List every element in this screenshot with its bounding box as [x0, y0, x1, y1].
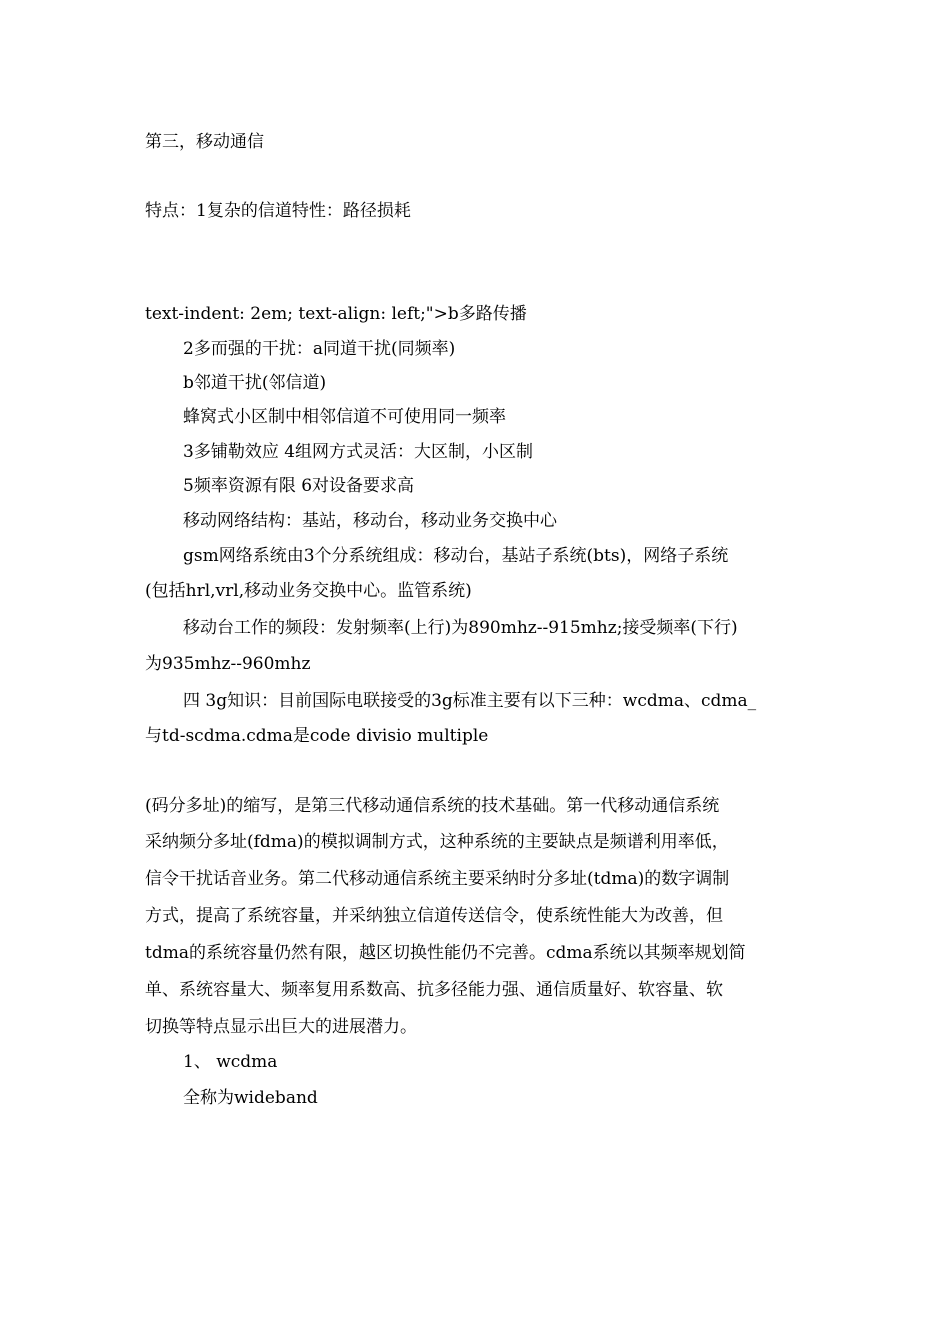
text-line: 移动台工作的频段：发射频率(上行)为890mhz--915mhz;接受频率(下行) — [183, 618, 738, 638]
text-line: 移动网络结构：基站，移动台，移动业务交换中心 — [183, 511, 557, 531]
text-line: 四 3g知识：目前国际电联接受的3g标准主要有以下三种：wcdma、cdma_ — [183, 691, 757, 711]
text-line: 单、系统容量大、频率复用系数高、抗多径能力强、通信质量好、软容量、软 — [145, 980, 723, 1000]
text-line: 为935mhz--960mhz — [145, 654, 311, 674]
text-line: 蜂窝式小区制中相邻信道不可使用同一频率 — [183, 407, 506, 427]
text-line: gsm网络系统由3个分系统组成：移动台，基站子系统(bts)，网络子系统 — [183, 546, 729, 566]
text-line: 5频率资源有限 6对设备要求高 — [183, 476, 415, 496]
text-line: (包括hrl,vrl,移动业务交换中心。监管系统) — [145, 581, 472, 601]
text-line: (码分多址)的缩写，是第三代移动通信系统的技术基础。第一代移动通信系统 — [145, 796, 720, 816]
text-line: 与td-scdma.cdma是code divisio multiple — [145, 726, 489, 746]
text-line: 全称为wideband — [183, 1088, 318, 1108]
text-line: 切换等特点显示出巨大的进展潜力。 — [145, 1017, 417, 1037]
text-line: 2多而强的干扰：a同道干扰(同频率) — [183, 339, 456, 359]
text-line: 信令干扰话音业务。第二代移动通信系统主要采纳时分多址(tdma)的数字调制 — [145, 869, 730, 889]
features-line: 特点：1复杂的信道特性：路径损耗 — [145, 201, 411, 221]
text-line: b邻道干扰(邻信道) — [183, 373, 327, 393]
text-line: tdma的系统容量仍然有限，越区切换性能仍不完善。cdma系统以其频率规划简 — [145, 943, 746, 963]
text-line: 3多铺勒效应 4组网方式灵活：大区制，小区制 — [183, 442, 534, 462]
text-line: 方式，提高了系统容量，并采纳独立信道传送信令，使系统性能大为改善，但 — [145, 906, 723, 926]
text-line: 1、 wcdma — [183, 1052, 278, 1072]
text-line: text-indent: 2em; text-align: left;">b多路传播 — [145, 304, 527, 324]
section-heading: 第三，移动通信 — [145, 132, 264, 152]
text-line: 采纳频分多址(fdma)的模拟调制方式，这种系统的主要缺点是频谱利用率低， — [145, 832, 729, 852]
